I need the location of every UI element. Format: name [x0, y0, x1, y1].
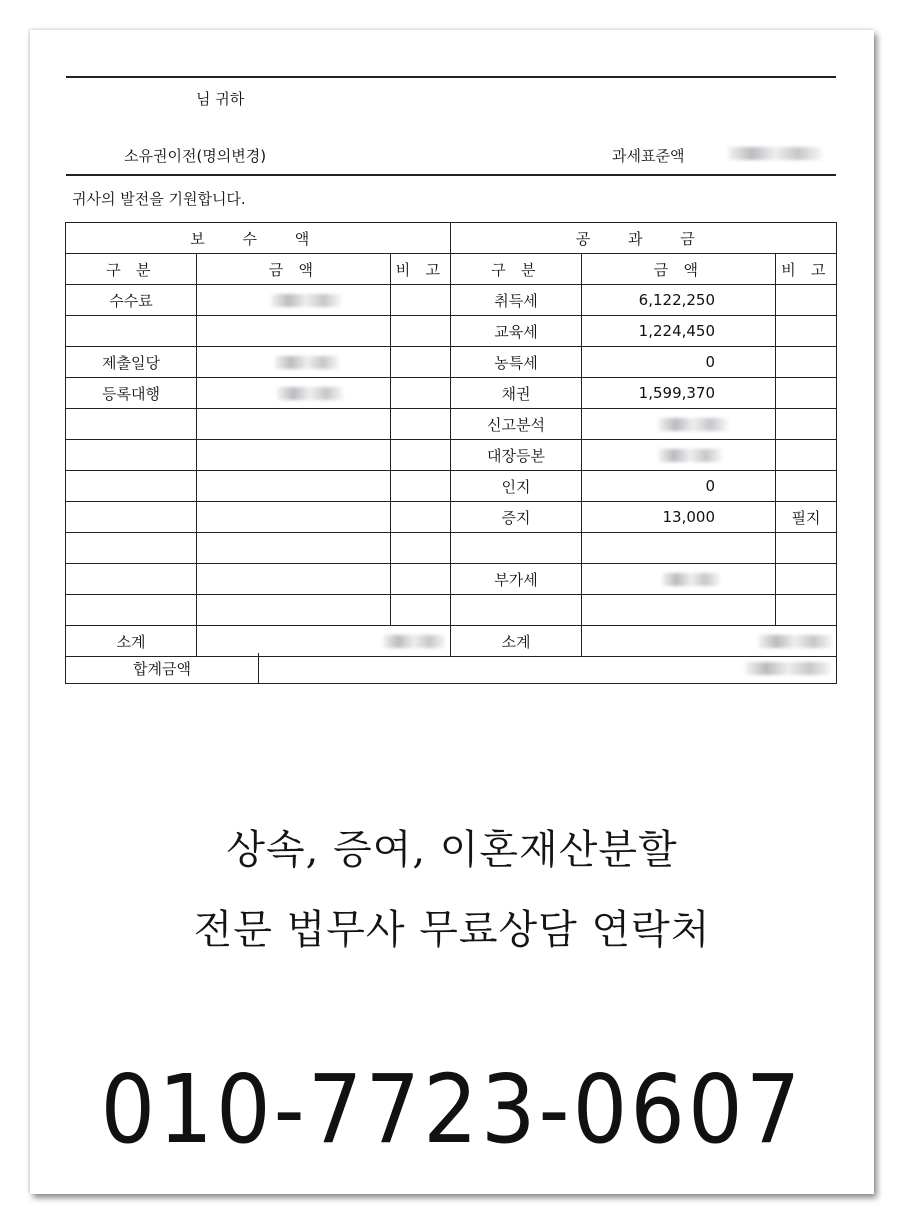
fee-col-amount: 금 액	[197, 254, 391, 285]
redacted-amount	[658, 449, 722, 462]
table-row	[66, 347, 837, 378]
phone-number: 010-7723-0607	[100, 1055, 804, 1165]
greeting-text: 귀사의 발전을 기원합니다.	[72, 190, 246, 208]
fee-amount	[197, 378, 391, 409]
tax-note	[776, 564, 837, 595]
fee-amount	[197, 347, 391, 378]
fee-label	[66, 316, 197, 347]
redacted-amount	[383, 635, 445, 648]
table-row	[66, 564, 837, 595]
subtotal-row	[66, 626, 837, 657]
redacted-amount	[275, 356, 339, 369]
tax-section-header: 공 과 금	[451, 223, 837, 254]
tax-label: 취득세	[451, 285, 582, 316]
redacted-amount	[662, 573, 720, 586]
redacted-amount	[758, 635, 832, 648]
table-row	[66, 595, 837, 626]
tax-label: 인지	[451, 471, 582, 502]
fee-label: 등록대행	[66, 378, 197, 409]
fee-subtotal-amount	[197, 626, 451, 657]
tax-subtotal-amount	[582, 626, 837, 657]
tax-label: 부가세	[451, 564, 582, 595]
subject-text: 소유권이전(명의변경)	[124, 147, 267, 165]
table-row	[66, 409, 837, 440]
tax-note	[776, 378, 837, 409]
table-row	[66, 471, 837, 502]
redacted-tax-base	[728, 147, 822, 160]
tax-amount	[582, 595, 776, 626]
total-amount	[259, 653, 837, 684]
fee-col-note: 비 고	[391, 254, 451, 285]
top-rule	[66, 76, 836, 78]
tax-amount	[582, 533, 776, 564]
fee-label: 제출일당	[66, 347, 197, 378]
promo-line-2: 전문 법무사 무료상담 연락처	[193, 907, 711, 953]
tax-amount: 1,599,370	[582, 378, 776, 409]
tax-note	[776, 533, 837, 564]
tax-label: 증지	[451, 502, 582, 533]
table-row	[66, 440, 837, 471]
redacted-amount	[277, 387, 343, 400]
tax-amount	[582, 564, 776, 595]
redacted-amount	[271, 294, 341, 307]
tax-label: 신고분석	[451, 409, 582, 440]
tax-amount: 6,122,250	[582, 285, 776, 316]
tax-note	[776, 316, 837, 347]
table-row	[66, 285, 837, 316]
table-row	[66, 502, 837, 533]
header-rule	[66, 174, 836, 176]
tax-subtotal-label: 소계	[451, 626, 582, 657]
tax-note	[776, 471, 837, 502]
recipient-text: 님 귀하	[196, 90, 245, 108]
tax-amount: 1,224,450	[582, 316, 776, 347]
tax-label: 채권	[451, 378, 582, 409]
table-row	[66, 316, 837, 347]
tax-note	[776, 347, 837, 378]
redacted-amount	[658, 418, 728, 431]
tax-note: 필지	[776, 502, 837, 533]
tax-label: 농특세	[451, 347, 582, 378]
tax-label: 대장등본	[451, 440, 582, 471]
tax-note	[776, 409, 837, 440]
fee-col-category: 구 분	[66, 254, 197, 285]
tax-label	[451, 595, 582, 626]
tax-label	[451, 533, 582, 564]
tax-amount: 0	[582, 347, 776, 378]
tax-col-note: 비 고	[776, 254, 837, 285]
tax-note	[776, 595, 837, 626]
redacted-amount	[745, 662, 831, 675]
tax-amount: 0	[582, 471, 776, 502]
fee-section-header: 보 수 액	[66, 223, 451, 254]
fee-table	[65, 222, 837, 657]
tax-col-amount: 금 액	[582, 254, 776, 285]
tax-label: 교육세	[451, 316, 582, 347]
total-table	[65, 653, 837, 684]
tax-note	[776, 285, 837, 316]
table-row	[66, 378, 837, 409]
tax-amount	[582, 409, 776, 440]
tax-note	[776, 440, 837, 471]
total-label: 합계금액	[66, 653, 259, 684]
promo-line-1: 상속, 증여, 이혼재산분할	[226, 827, 678, 873]
fee-amount	[197, 285, 391, 316]
tax-amount	[582, 440, 776, 471]
tax-col-category: 구 분	[451, 254, 582, 285]
fee-subtotal-label: 소계	[66, 626, 197, 657]
tax-base-label: 과세표준액	[612, 147, 685, 165]
table-row	[66, 533, 837, 564]
fee-label: 수수료	[66, 285, 197, 316]
tax-amount: 13,000	[582, 502, 776, 533]
